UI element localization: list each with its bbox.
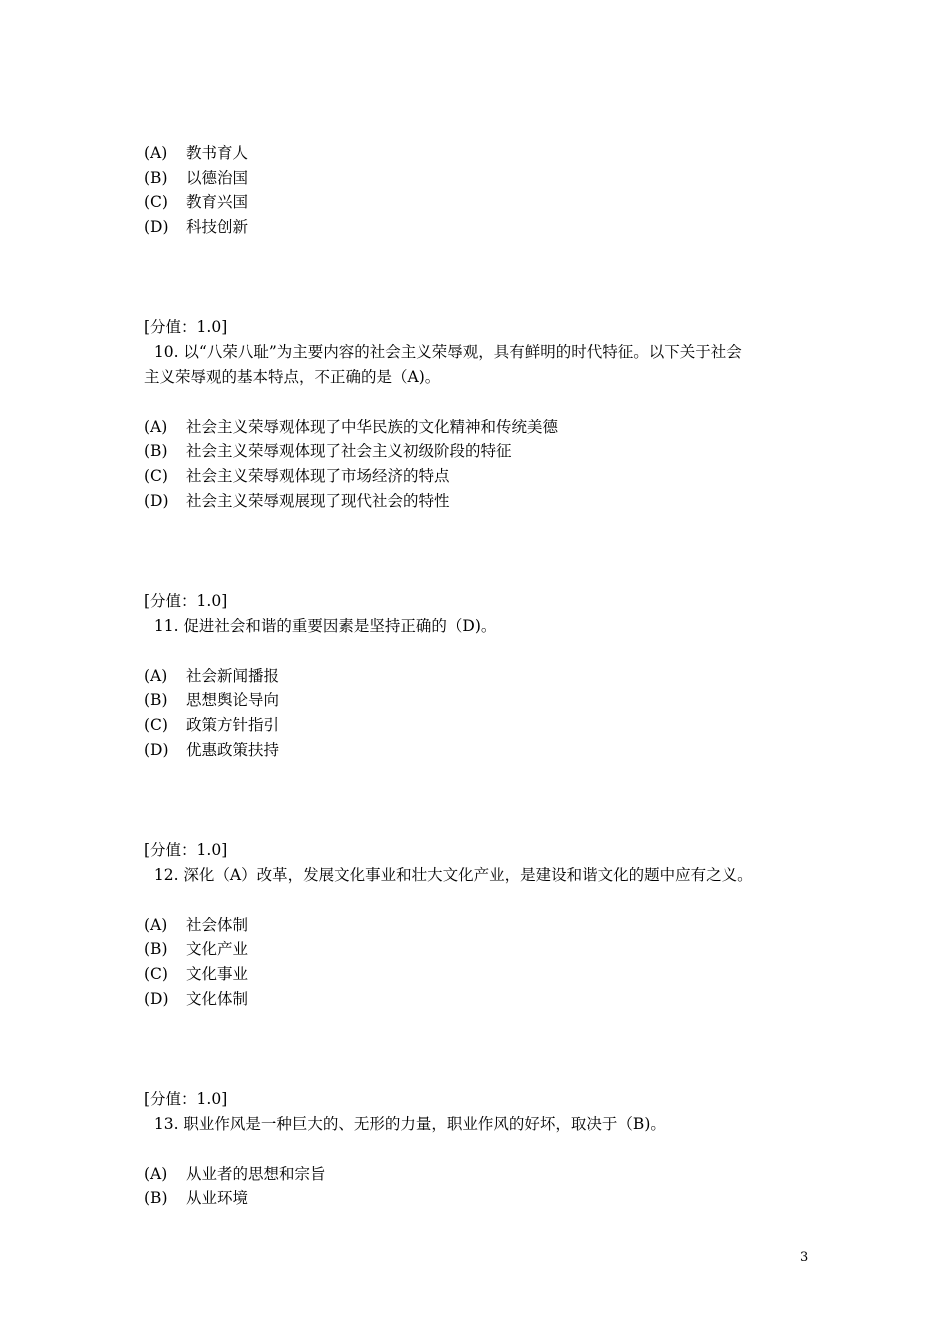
option-text: 文化产业 [186, 940, 249, 958]
option-letter: (D) [144, 492, 169, 510]
question-score: [分值：1.0] [144, 318, 228, 336]
question-text: 12. 深化（A）改革，发展文化事业和壮大文化产业，是建设和谐文化的题中应有之义。 [144, 866, 753, 884]
option-text: 社会主义荣辱观展现了现代社会的特性 [186, 492, 450, 510]
option-text: 思想舆论导向 [186, 691, 280, 709]
option-letter: (C) [144, 467, 168, 485]
option-letter: (A) [144, 418, 168, 436]
option-text: 文化事业 [186, 965, 249, 983]
option-text: 政策方针指引 [186, 716, 280, 734]
option-letter: (C) [144, 965, 168, 983]
question-score: [分值：1.0] [144, 1090, 228, 1108]
option-letter: (B) [144, 691, 168, 709]
option-letter: (B) [144, 169, 168, 187]
option-text: 教书育人 [186, 144, 249, 162]
question-text: 主义荣辱观的基本特点，不正确的是（A)。 [144, 368, 441, 386]
question-score: [分值：1.0] [144, 592, 228, 610]
option-text: 社会主义荣辱观体现了社会主义初级阶段的特征 [186, 442, 512, 460]
option-text: 科技创新 [186, 218, 249, 236]
option-text: 文化体制 [186, 990, 249, 1008]
option-letter: (A) [144, 916, 168, 934]
option-letter: (D) [144, 990, 169, 1008]
option-letter: (D) [144, 741, 169, 759]
option-letter: (B) [144, 1189, 168, 1207]
option-text: 社会主义荣辱观体现了市场经济的特点 [186, 467, 450, 485]
option-text: 从业者的思想和宗旨 [186, 1165, 326, 1183]
option-text: 教育兴国 [186, 193, 249, 211]
option-text: 优惠政策扶持 [186, 741, 280, 759]
option-text: 从业环境 [186, 1189, 249, 1207]
page-number: 3 [800, 1250, 809, 1265]
question-text: 13. 职业作风是一种巨大的、无形的力量，职业作风的好坏，取决于（B)。 [144, 1115, 666, 1133]
option-letter: (B) [144, 442, 168, 460]
question-score: [分值：1.0] [144, 841, 228, 859]
option-letter: (A) [144, 1165, 168, 1183]
option-text: 社会新闻播报 [186, 667, 280, 685]
option-letter: (A) [144, 144, 168, 162]
option-text: 以德治国 [186, 169, 249, 187]
option-letter: (C) [144, 716, 168, 734]
option-letter: (A) [144, 667, 168, 685]
question-text: 11. 促进社会和谐的重要因素是坚持正确的（D)。 [144, 617, 497, 635]
option-text: 社会体制 [186, 916, 249, 934]
option-letter: (C) [144, 193, 168, 211]
option-text: 社会主义荣辱观体现了中华民族的文化精神和传统美德 [186, 418, 559, 436]
option-letter: (D) [144, 218, 169, 236]
question-text: 10. 以“八荣八耻”为主要内容的社会主义荣辱观，具有鲜明的时代特征。以下关于社会 [144, 343, 742, 361]
option-letter: (B) [144, 940, 168, 958]
